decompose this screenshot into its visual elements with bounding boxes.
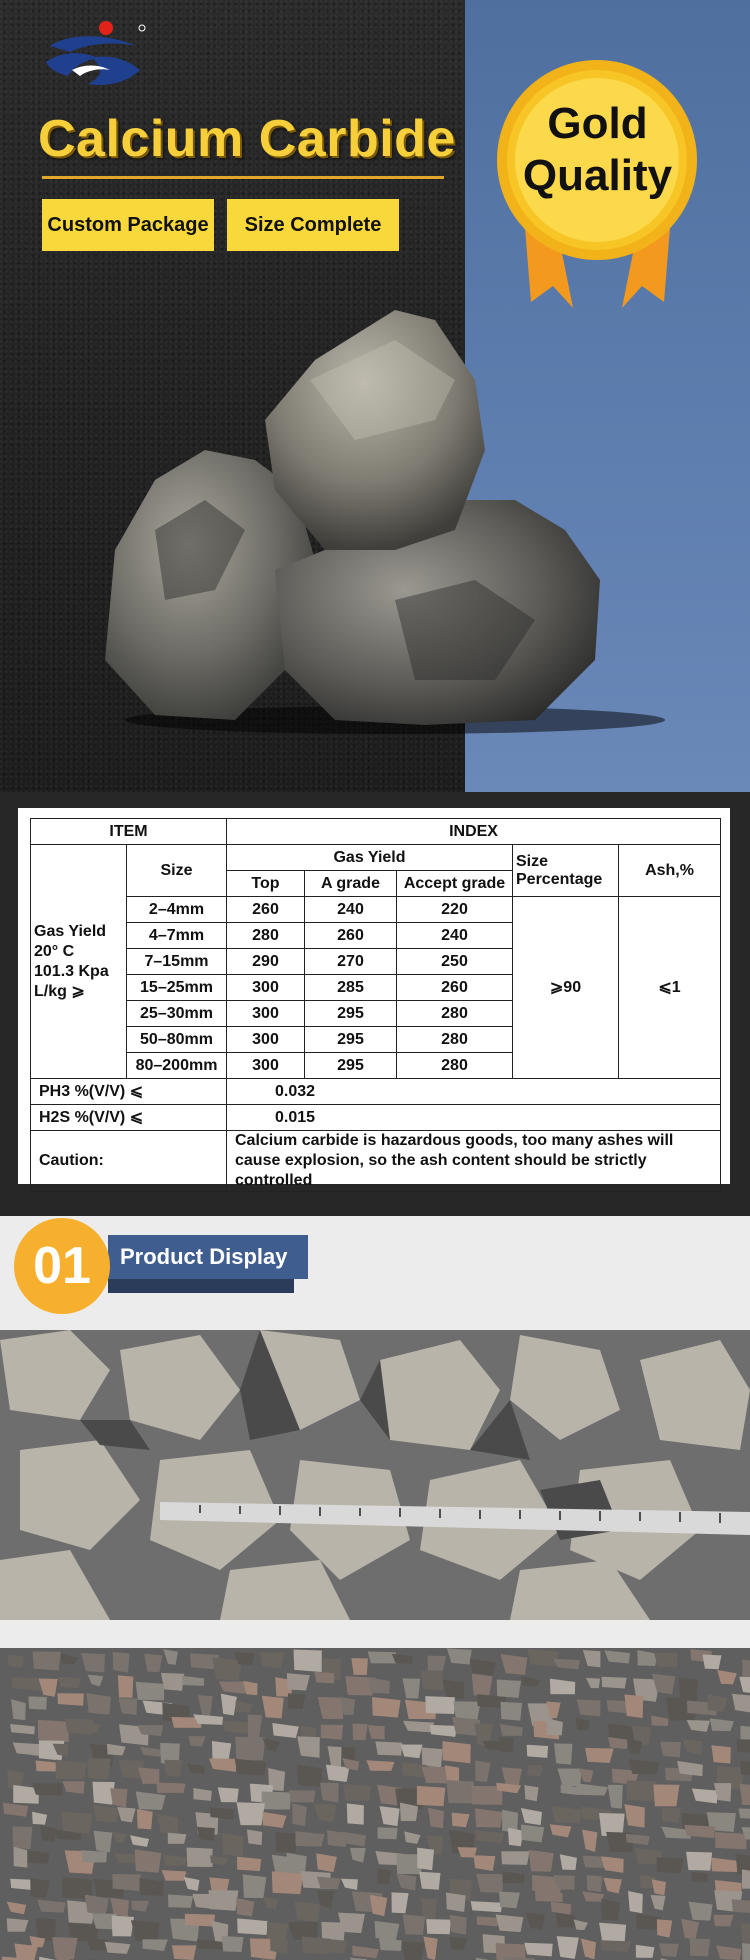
section-banner-shadow bbox=[108, 1279, 294, 1293]
ph3-value: 0.032 bbox=[227, 1079, 721, 1105]
company-logo bbox=[40, 18, 150, 90]
top-cell: 260 bbox=[227, 897, 305, 923]
section-number-badge: 01 bbox=[14, 1218, 110, 1314]
medal-line-2: Quality bbox=[522, 151, 673, 200]
size-percentage-value: ⩾90 bbox=[513, 897, 619, 1079]
a-grade-cell: 285 bbox=[305, 975, 397, 1001]
top-header: Top bbox=[227, 871, 305, 897]
row-label-line-1: Gas Yield bbox=[34, 922, 107, 940]
a-grade-cell: 295 bbox=[305, 1027, 397, 1053]
table-header-row bbox=[31, 819, 721, 845]
size-cell: 25–30mm bbox=[127, 1001, 227, 1027]
a-grade-cell: 295 bbox=[305, 1053, 397, 1079]
size-cell: 50–80mm bbox=[127, 1027, 227, 1053]
ph3-label: PH3 %(V/V) ⩽ bbox=[31, 1079, 227, 1105]
accept-grade-cell: 280 bbox=[397, 1053, 513, 1079]
row-label-line-3: 101.3 Kpa bbox=[34, 962, 109, 980]
hero-title: Calcium Carbide bbox=[38, 110, 456, 168]
ash-header: Ash,% bbox=[619, 845, 721, 897]
small-granules-image bbox=[0, 1648, 750, 1960]
table-subheader-row bbox=[31, 845, 721, 871]
ash-value: ⩽1 bbox=[619, 897, 721, 1079]
calcium-carbide-rocks-image bbox=[95, 300, 675, 740]
ph3-row bbox=[31, 1079, 721, 1105]
a-grade-cell: 240 bbox=[305, 897, 397, 923]
accept-grade-cell: 220 bbox=[397, 897, 513, 923]
size-cell: 4–7mm bbox=[127, 923, 227, 949]
item-header: ITEM bbox=[31, 819, 227, 845]
top-cell: 300 bbox=[227, 1027, 305, 1053]
a-grade-cell: 270 bbox=[305, 949, 397, 975]
size-cell: 15–25mm bbox=[127, 975, 227, 1001]
h2s-label: H2S %(V/V) ⩽ bbox=[31, 1105, 227, 1131]
title-underline bbox=[42, 176, 444, 179]
spec-table bbox=[30, 818, 721, 1192]
index-header: INDEX bbox=[227, 819, 721, 845]
gas-yield-row-label bbox=[31, 845, 127, 1079]
accept-grade-cell: 260 bbox=[397, 975, 513, 1001]
top-cell: 280 bbox=[227, 923, 305, 949]
top-cell: 290 bbox=[227, 949, 305, 975]
accept-grade-cell: 240 bbox=[397, 923, 513, 949]
product-photo-large-lumps bbox=[0, 1330, 750, 1620]
h2s-value: 0.015 bbox=[227, 1105, 721, 1131]
caution-label: Caution: bbox=[31, 1131, 227, 1192]
top-cell: 300 bbox=[227, 1053, 305, 1079]
size-cell: 2–4mm bbox=[127, 897, 227, 923]
size-cell: 80–200mm bbox=[127, 1053, 227, 1079]
row-label-line-2: 20° C bbox=[34, 942, 75, 960]
top-cell: 300 bbox=[227, 975, 305, 1001]
size-percentage-header: Size Percentage bbox=[513, 845, 619, 897]
hero-banner bbox=[0, 0, 750, 792]
row-label-line-4: L/kg ⩾ bbox=[34, 982, 85, 1000]
table-row bbox=[31, 897, 721, 923]
medal-line-1: Gold bbox=[547, 99, 648, 148]
h2s-row bbox=[31, 1105, 721, 1131]
large-lumps-image bbox=[0, 1330, 750, 1620]
accept-grade-header: Accept grade bbox=[397, 871, 513, 897]
product-photo-small-granules bbox=[0, 1648, 750, 1960]
medal-label bbox=[505, 98, 690, 202]
tag-size-complete: Size Complete bbox=[227, 199, 399, 251]
size-cell: 7–15mm bbox=[127, 949, 227, 975]
a-grade-header: A grade bbox=[305, 871, 397, 897]
accept-grade-cell: 250 bbox=[397, 949, 513, 975]
accept-grade-cell: 280 bbox=[397, 1001, 513, 1027]
accept-grade-cell: 280 bbox=[397, 1027, 513, 1053]
a-grade-cell: 295 bbox=[305, 1001, 397, 1027]
caution-row bbox=[31, 1131, 721, 1192]
caution-text: Calcium carbide is hazardous goods, too many ashes will cause explosion, so the ash content should be strictly controlled bbox=[227, 1131, 721, 1192]
tag-custom-package: Custom Package bbox=[42, 199, 214, 251]
top-cell: 300 bbox=[227, 1001, 305, 1027]
gas-yield-header: Gas Yield bbox=[227, 845, 513, 871]
section-title: Product Display bbox=[120, 1244, 288, 1269]
a-grade-cell: 260 bbox=[305, 923, 397, 949]
size-header: Size bbox=[127, 845, 227, 897]
